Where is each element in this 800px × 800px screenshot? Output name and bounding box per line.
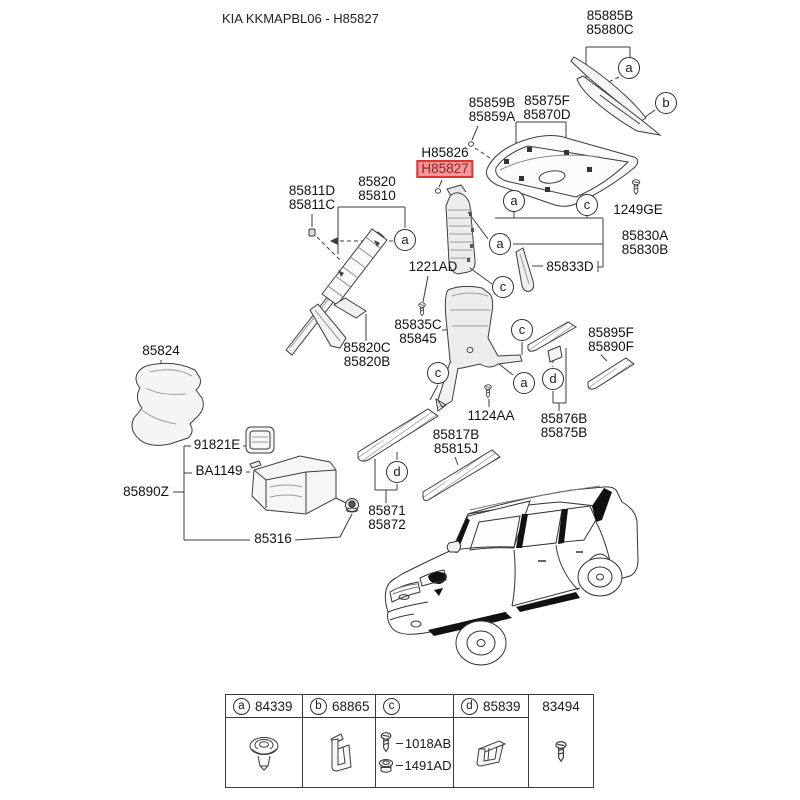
part-number: 1124AA: [467, 408, 515, 423]
label-91821E[interactable]: [194, 438, 241, 452]
label-1124AA[interactable]: [467, 409, 514, 423]
legend-item-1018AB: [378, 731, 451, 757]
label-85820C-85820B[interactable]: [343, 341, 390, 368]
legend-part-number: 84339: [255, 698, 293, 714]
legend-callout-a: a: [233, 698, 250, 715]
part-number: 85817B: [432, 427, 480, 442]
label-85876B-85875B[interactable]: [541, 412, 588, 439]
rear-scuff-85895-drawing: [588, 358, 634, 389]
label-85890Z[interactable]: [123, 485, 169, 499]
highlighted-part-number: H85827: [416, 160, 473, 178]
legend-col-d: [454, 695, 529, 787]
front-scuff-plate-drawing: [358, 409, 438, 461]
part-number: 85820C: [343, 340, 391, 355]
part-number: 91821E: [193, 437, 241, 452]
vehicle-drawing: [385, 486, 638, 665]
legend-col-a: [226, 695, 303, 787]
label-H85826-H85827[interactable]: [416, 146, 473, 178]
part-number: 85871: [368, 503, 406, 518]
label-BA1149[interactable]: [195, 464, 242, 478]
screw-icon: [378, 731, 394, 757]
fastener-legend-table: [225, 694, 594, 788]
part-number: 85870D: [523, 106, 571, 122]
part-number: 85830B: [621, 241, 669, 257]
label-85811D-85811C[interactable]: [289, 184, 335, 211]
part-number: 85876B: [540, 411, 588, 426]
strip-85833D-drawing: [516, 248, 534, 291]
legend-col-b: [303, 695, 376, 787]
part-number: 85811D: [288, 183, 336, 198]
legend-callout-c: c: [383, 698, 400, 715]
label-85875F-85870D[interactable]: [523, 94, 570, 121]
legend-part-number: 85839: [483, 698, 521, 714]
part-number: 85885B: [586, 8, 634, 23]
grommet-small-icon: [378, 757, 394, 775]
screw-1249GE-icon: [632, 180, 640, 195]
label-1249GE[interactable]: [613, 203, 663, 217]
legend-callout-d: d: [461, 698, 478, 715]
rear-scuff-85876-drawing: [528, 322, 576, 362]
a-pillar-lower-trim-drawing: [310, 304, 346, 348]
grommet-icon: [244, 732, 284, 774]
legend-part-number: 1491AD: [404, 758, 452, 773]
rear-pillar-garnish-drawing: [571, 57, 660, 135]
part-number: 85859B: [468, 95, 516, 110]
part-number: 85835C: [394, 317, 442, 332]
part-number: 85833D: [546, 259, 594, 274]
part-number: 85810: [358, 187, 396, 203]
part-number: 85895F: [588, 325, 634, 340]
legend-col-c: [376, 695, 454, 787]
callout-a[interactable]: a: [618, 57, 640, 79]
callout-c[interactable]: c: [576, 194, 598, 216]
b-pillar-lower-trim-drawing: [436, 286, 522, 411]
legend-item-1491AD: [378, 757, 452, 775]
callout-a[interactable]: a: [489, 233, 511, 255]
label-85830A-85830B[interactable]: [622, 229, 669, 256]
callout-a[interactable]: a: [513, 372, 535, 394]
label-1221AD[interactable]: [409, 260, 458, 274]
callout-c[interactable]: c: [427, 362, 449, 384]
part-number: 85845: [399, 330, 437, 346]
screw-icon: [552, 739, 570, 767]
part-number: 85820: [358, 174, 396, 189]
part-number: 85880C: [586, 21, 634, 37]
label-85871-85872[interactable]: [368, 504, 406, 531]
part-number: 85316: [254, 531, 292, 546]
label-85817B-85815J[interactable]: [433, 428, 480, 455]
label-85820-85810[interactable]: [358, 175, 396, 202]
part-number: 85830A: [621, 228, 669, 243]
retainer-clip-icon: [469, 735, 513, 771]
part-number: 85890F: [588, 338, 634, 354]
legend-part-number: 68865: [332, 698, 370, 714]
callout-c[interactable]: c: [492, 276, 514, 298]
label-85824[interactable]: [142, 344, 180, 358]
part-number: 85811C: [288, 196, 336, 212]
label-85885B-85880C[interactable]: [586, 9, 633, 36]
legend-tick: [396, 743, 403, 744]
callout-d[interactable]: d: [542, 368, 564, 390]
part-number: 85872: [368, 516, 406, 532]
legend-col-83494: [529, 695, 593, 787]
callout-c[interactable]: c: [511, 319, 533, 341]
part-number: 85890Z: [123, 484, 169, 499]
rear-door-scuff-plate-drawing: [423, 450, 500, 501]
label-85833D[interactable]: [546, 260, 593, 274]
screw-1221AD-icon: [419, 303, 426, 316]
part-number: 85820B: [343, 353, 391, 369]
part-number: 85815J: [433, 440, 479, 456]
legend-callout-b: b: [310, 698, 327, 715]
part-number: 1249GE: [613, 202, 663, 217]
callout-a[interactable]: a: [503, 190, 525, 212]
part-number: 85824: [142, 343, 180, 358]
label-85835C-85845[interactable]: [394, 318, 441, 345]
cowl-side-trim-drawing: [132, 363, 203, 445]
callout-d[interactable]: d: [386, 461, 408, 483]
trim-clip-icon: [319, 731, 359, 775]
label-85859B-85859A[interactable]: [469, 96, 516, 123]
screw-1124AA-icon: [485, 385, 492, 398]
part-number: 1221AD: [408, 259, 458, 274]
part-number: H85826: [421, 145, 469, 160]
label-85895F-85890F[interactable]: [588, 326, 634, 353]
callout-a[interactable]: a: [394, 229, 416, 251]
part-number: BA1149: [195, 463, 243, 478]
part-number: 85875B: [540, 424, 588, 440]
diagram-title: KIA KKMAPBL06 - H85827: [222, 11, 379, 26]
callout-b[interactable]: b: [655, 92, 677, 114]
label-85316[interactable]: [254, 532, 292, 546]
part-number: 85859A: [468, 108, 516, 124]
legend-part-number: 83494: [542, 699, 580, 714]
part-number: 85875F: [524, 93, 570, 108]
legend-tick: [396, 765, 403, 766]
legend-part-number: 1018AB: [404, 736, 452, 751]
